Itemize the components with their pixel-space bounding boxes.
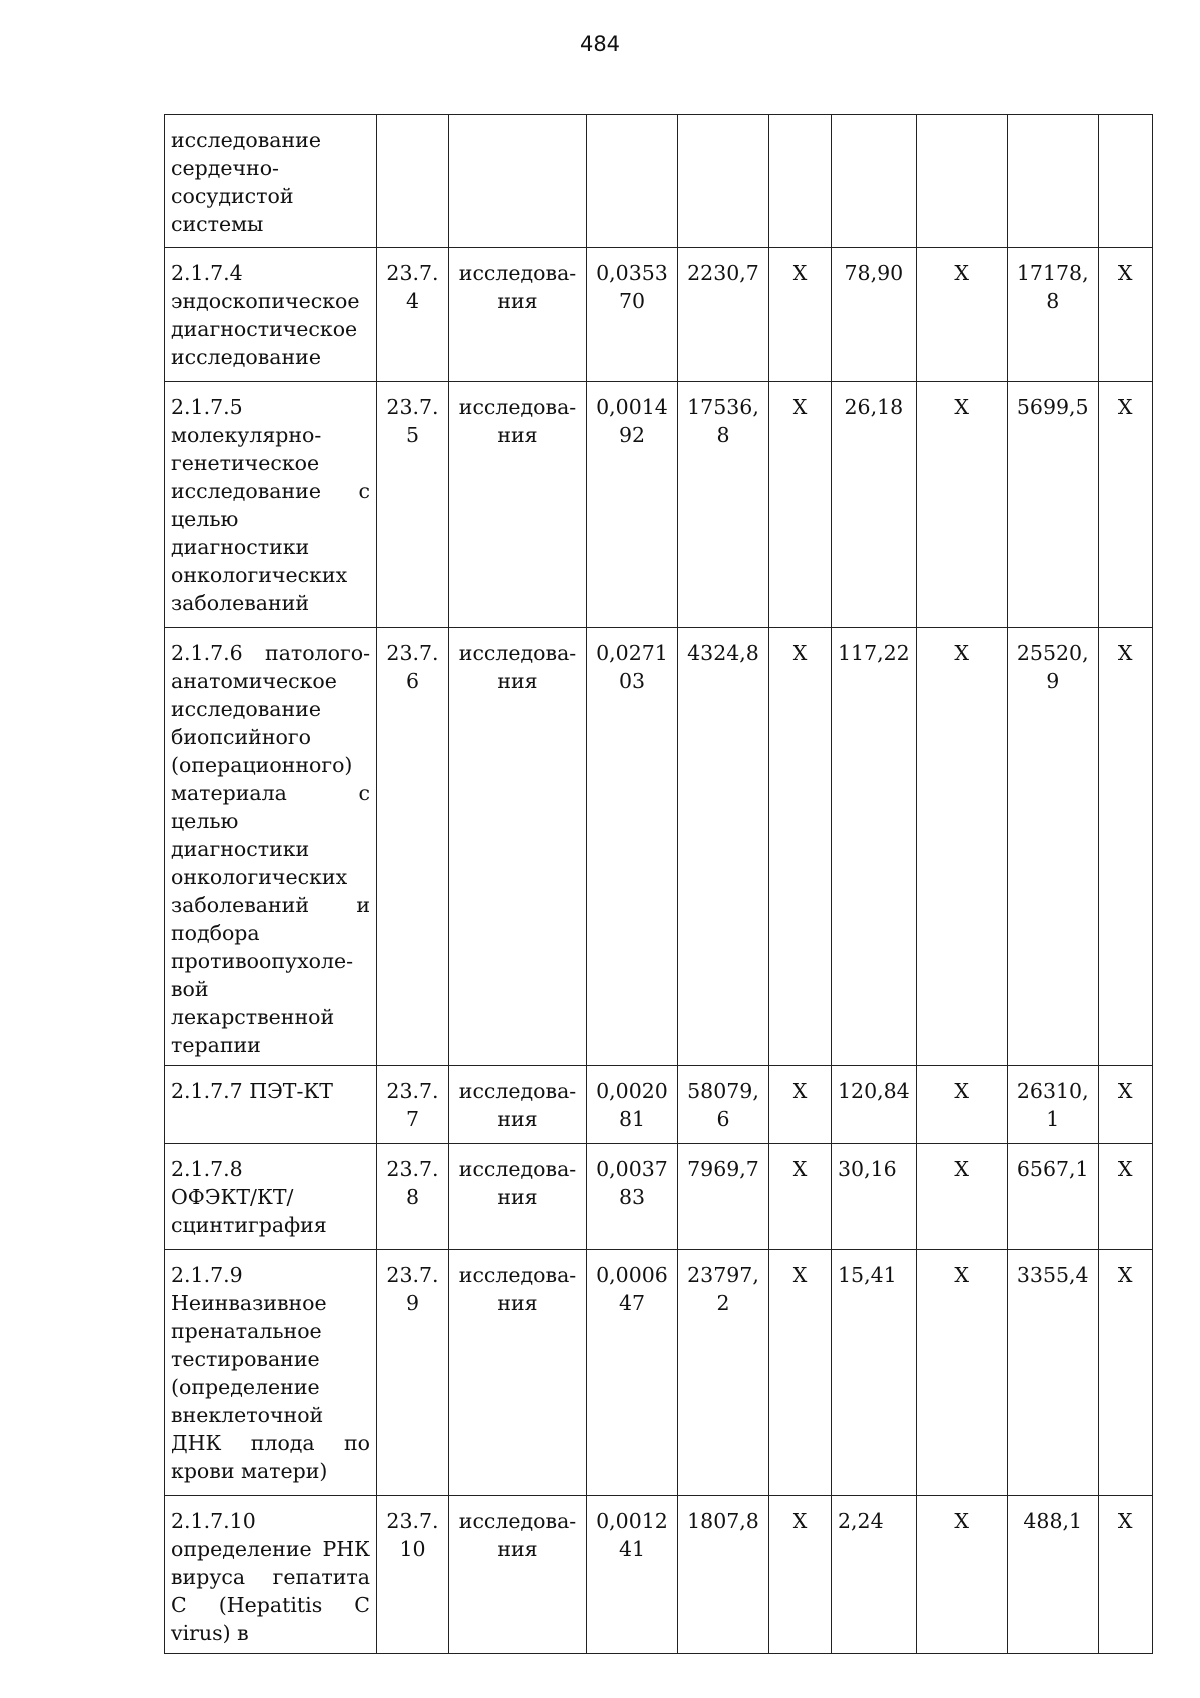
row-cost-cell: 23797, 2 [678,1250,769,1496]
row-cost-cell: 4324,8 [678,628,769,1066]
row-unit-cell: исследова- ния [449,1066,587,1144]
row-value-cell: 26,18 [832,382,917,628]
row-x-cell: X [769,1496,832,1654]
table-row [165,628,1153,1066]
row-value-cell: 2,24 [832,1496,917,1654]
row-code-cell: 23.7. 10 [377,1496,449,1654]
row-name-cell: исследование сердечно- сосудистой системы [165,115,377,248]
row-x-cell [1098,115,1152,248]
page-number: 484 [579,32,621,56]
table-row [165,115,1153,248]
row-x-cell: X [916,1144,1007,1250]
row-unit-cell: исследова- ния [449,1496,587,1654]
row-code-cell: 23.7. 8 [377,1144,449,1250]
table-row [165,1250,1153,1496]
row-x-cell [916,115,1007,248]
row-cost-cell: 17536, 8 [678,382,769,628]
row-unit-cell: исследова- ния [449,382,587,628]
row-value-cell: 117,22 [832,628,917,1066]
row-norm-cell: 0,0012 41 [587,1496,678,1654]
row-norm-cell: 0,0006 47 [587,1250,678,1496]
row-x-cell: X [1098,382,1152,628]
row-cost-cell: 2230,7 [678,248,769,382]
table-row [165,1066,1153,1144]
row-code-cell: 23.7. 9 [377,1250,449,1496]
table-row [165,1144,1153,1250]
row-unit-cell: исследова- ния [449,248,587,382]
row-norm-cell: 0,0020 81 [587,1066,678,1144]
row-unit-cell: исследова- ния [449,628,587,1066]
row-x-cell: X [769,1144,832,1250]
table-row [165,248,1153,382]
row-cost-cell: 58079, 6 [678,1066,769,1144]
row-cost-cell: 1807,8 [678,1496,769,1654]
row-unit-cell [449,115,587,248]
row-norm-cell: 0,0271 03 [587,628,678,1066]
row-norm-cell: 0,0353 70 [587,248,678,382]
row-name-cell: 2.1.7.8 ОФЭКТ/КТ/ сцинтиграфия [165,1144,377,1250]
table-row [165,382,1153,628]
row-x-cell: X [769,1250,832,1496]
row-x-cell: X [916,248,1007,382]
row-value-cell [832,115,917,248]
row-value-cell: 30,16 [832,1144,917,1250]
row-unit-cell: исследова- ния [449,1144,587,1250]
row-name-cell: 2.1.7.10 определение РНК вируса гепатита С (Hepatitis C virus) в [165,1496,377,1654]
row-x-cell: X [916,628,1007,1066]
row-name-cell: 2.1.7.5 молекулярно- генетическое исследование с целью диагностики онкологических заболеваний [165,382,377,628]
row-sum-cell: 488,1 [1007,1496,1098,1654]
row-sum-cell: 6567,1 [1007,1144,1098,1250]
row-x-cell: X [1098,628,1152,1066]
row-x-cell: X [769,382,832,628]
row-value-cell: 120,84 [832,1066,917,1144]
row-x-cell: X [916,382,1007,628]
row-cost-cell [678,115,769,248]
row-cost-cell: 7969,7 [678,1144,769,1250]
table-row [165,1496,1153,1654]
row-x-cell: X [916,1496,1007,1654]
row-norm-cell: 0,0014 92 [587,382,678,628]
row-x-cell: X [1098,1496,1152,1654]
row-x-cell: X [916,1250,1007,1496]
row-x-cell: X [769,1066,832,1144]
row-code-cell: 23.7. 7 [377,1066,449,1144]
row-x-cell [769,115,832,248]
row-norm-cell [587,115,678,248]
row-name-cell: 2.1.7.7 ПЭТ-КТ [165,1066,377,1144]
row-name-cell: 2.1.7.4 эндоскопическое диагностическое исследование [165,248,377,382]
row-value-cell: 15,41 [832,1250,917,1496]
row-x-cell: X [1098,1066,1152,1144]
row-code-cell: 23.7. 4 [377,248,449,382]
row-value-cell: 78,90 [832,248,917,382]
row-sum-cell: 17178, 8 [1007,248,1098,382]
row-sum-cell [1007,115,1098,248]
row-x-cell: X [1098,1250,1152,1496]
tariff-table [164,114,1153,1654]
row-sum-cell: 25520, 9 [1007,628,1098,1066]
row-sum-cell: 26310, 1 [1007,1066,1098,1144]
row-code-cell [377,115,449,248]
row-x-cell: X [1098,248,1152,382]
row-sum-cell: 5699,5 [1007,382,1098,628]
row-code-cell: 23.7. 6 [377,628,449,1066]
row-name-cell: 2.1.7.6 патолого-анатомическое исследование биопсийного (операционного) материала с целью диагностики онкологических заболеваний и подбора противоопухоле-вой лекарственной терапии [165,628,377,1066]
row-x-cell: X [916,1066,1007,1144]
row-x-cell: X [769,248,832,382]
row-x-cell: X [769,628,832,1066]
row-unit-cell: исследова- ния [449,1250,587,1496]
row-norm-cell: 0,0037 83 [587,1144,678,1250]
row-sum-cell: 3355,4 [1007,1250,1098,1496]
row-name-cell: 2.1.7.9 Неинвазивное пренатальное тестирование (определение внеклеточной ДНК плода по крови матери) [165,1250,377,1496]
row-x-cell: X [1098,1144,1152,1250]
row-code-cell: 23.7. 5 [377,382,449,628]
